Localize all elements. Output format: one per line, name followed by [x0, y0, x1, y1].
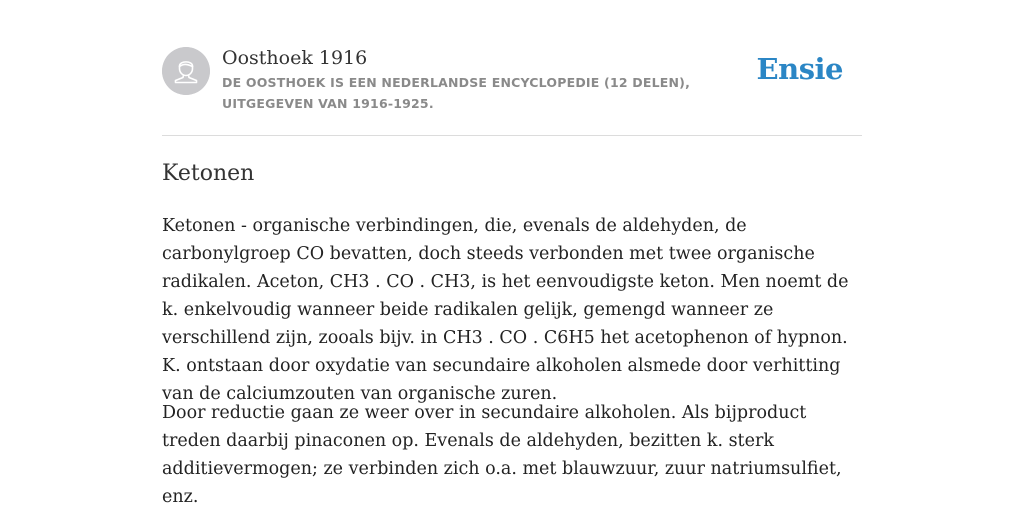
article-paragraph: Ketonen - organische verbindingen, die, evenals de aldehyden, de carbonylgroep CO bevatten, doch steeds verbonden met twee organische radikalen. Aceton, CH3 . CO . CH3, is het eenvoudigste keton. Men noemt de k. enkelvoudig wanneer beide radikalen gelijk, gemengd wanneer ze verschillend zijn, zooals bijv. in CH3 . CO . C6H5 het acetophenon of hypnon. K. ontstaan door oxydatie van secundaire alkoholen alsmede door verhitting van de calciumzouten van organische zuren. — [162, 216, 849, 404]
source-name[interactable]: Oosthoek 1916 — [222, 47, 368, 69]
article-title: Ketonen — [162, 161, 255, 186]
ensie-logo[interactable]: Ensie — [756, 52, 843, 86]
article-paragraph: Door reductie gaan ze weer over in secundaire alkoholen. Als bijproduct treden daarbij pinaconen op. Evenals de aldehyden, bezitten k. sterk additievermogen; ze verbinden zich o.a. met blauwzuur, zuur natriumsulfiet, enz. — [162, 403, 842, 507]
source-description: DE OOSTHOEK IS EEN NEDERLANDSE ENCYCLOPEDIE (12 DELEN), UITGEGEVEN VAN 1916-1925. — [222, 75, 691, 111]
source-header — [162, 0, 862, 136]
article-card — [162, 0, 862, 507]
user-silhouette-icon — [162, 47, 210, 95]
avatar[interactable] — [162, 47, 210, 95]
